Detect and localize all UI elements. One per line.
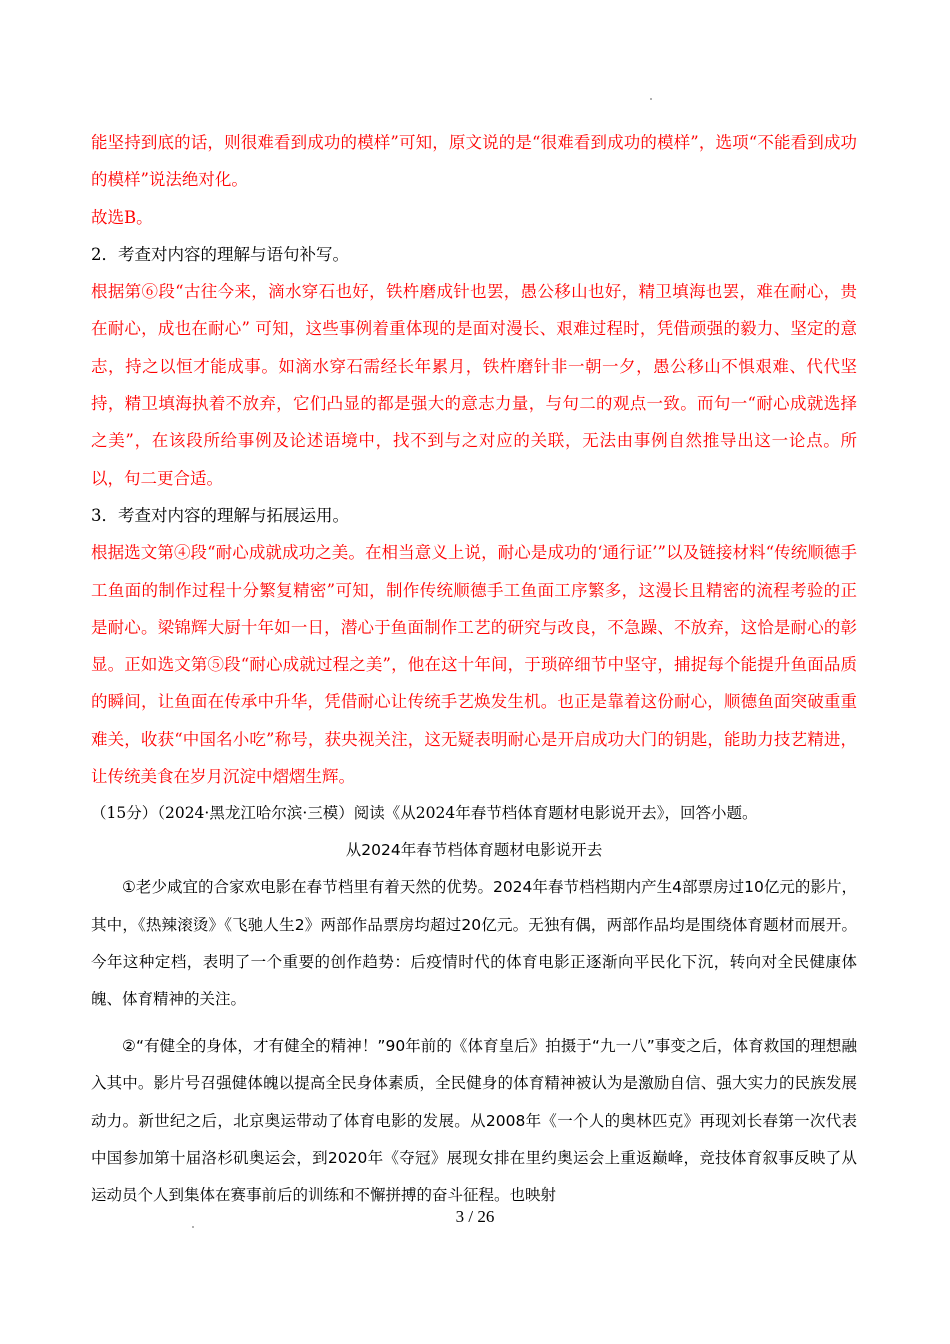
answer-q2-explanation: 根据第⑥段“古往今来，滴水穿石也好，铁杵磨成针也罢，愚公移山也好，精卫填海也罢，难在耐心，贵在耐心，成也在耐心” 可知，这些事例着重体现的是面对漫长、艰难过程时，凭借顽强的毅力、坚定的意志，持之以恒才能成事。如滴水穿石需经长年累月，铁杵磨针非一朝一夕，愚公移山不惧艰难、代代坚持，精卫填海执着不放弃，它们凸显的都是强大的意志力量，与句二的观点一致。而句一“耐心成就选择之美”，在该段所给事例及论述语境中，找不到与之对应的关联，无法由事例自然推导出这一论点。所以，句二更合适。 <box>91 282 857 488</box>
article-paragraph-2: ②“有健全的身体，才有健全的精神！”90年前的《体育皇后》拍摄于“九一八”事变之后，体育救国的理想融入其中。影片号召强健体魄以提高全民身体素质，全民健身的体育精神被认为是激励自信、强大实力的民族发展动力。新世纪之后，北京奥运带动了体育电影的发展。从2008年《一个人的奥林匹克》再现刘长春第一次代表中国参加第十届洛杉矶奥运会，到2020年《夺冠》展现女排在里约奥运会上重返巅峰，竞技体育叙事反映了从运动员个人到集体在赛事前后的训练和不懈拼搏的奋斗征程。也映射 <box>91 1037 857 1204</box>
article-paragraph-1: ①老少咸宜的合家欢电影在春节档里有着天然的优势。2024年春节档档期内产生4部票房过10亿元的影片，其中，《热辣滚烫》《飞驰人生2》两部作品票房均超过20亿元。无独有偶，两部作品均是围绕体育题材而展开。今年这种定档，表明了一个重要的创作趋势：后疫情时代的体育电影正逐渐向平民化下沉，转向对全民健康体魄、体育精神的关注。 <box>91 878 857 1008</box>
paragraph-gap <box>91 1018 857 1028</box>
answer-q2-heading: 2．考查对内容的理解与语句补写。 <box>91 244 349 264</box>
answer-q1-choice: 故选B。 <box>91 207 153 227</box>
page-content <box>91 124 857 1214</box>
scan-dot-top <box>650 98 652 100</box>
answer-q3-heading: 3．考查对内容的理解与拓展运用。 <box>91 505 349 525</box>
answer-q1-tail: 能坚持到底的话，则很难看到成功的模样”可知，原文说的是“很难看到成功的模样”，选项“不能看到成功的模样”说法绝对化。 <box>91 133 857 190</box>
article-title: 从2024年春节档体育题材电影说开去 <box>345 841 603 860</box>
page-number: 3 / 26 <box>455 1207 495 1226</box>
answer-q3-explanation: 根据选文第④段“耐心成就成功之美。在相当意义上说，耐心是成功的‘通行证’”以及链接材料“传统顺德手工鱼面的制作过程十分繁复精密”可知，制作传统顺德手工鱼面工序繁多，这漫长且精密的流程考验的正是耐心。梁锦辉大厨十年如一日，潜心于鱼面制作工艺的研究与改良，不急躁、不放弃，这恰是耐心的彰显。正如选文第⑤段“耐心成就过程之美”，他在这十年间，于琐碎细节中坚守，捕捉每个能提升鱼面品质的瞬间，让鱼面在传承中升华，凭借耐心让传统手艺焕发生机。也正是靠着这份耐心，顺德鱼面突破重重难关，收获“中国名小吃”称号，获央视关注，这无疑表明耐心是开启成功大门的钥匙，能助力技艺精进，让传统美食在岁月沉淀中熠熠生辉。 <box>91 543 857 787</box>
question-intro: （15分）（2024·黑龙江哈尔滨·三模）阅读《从2024年春节档体育题材电影说开去》，回答小题。 <box>91 804 758 823</box>
